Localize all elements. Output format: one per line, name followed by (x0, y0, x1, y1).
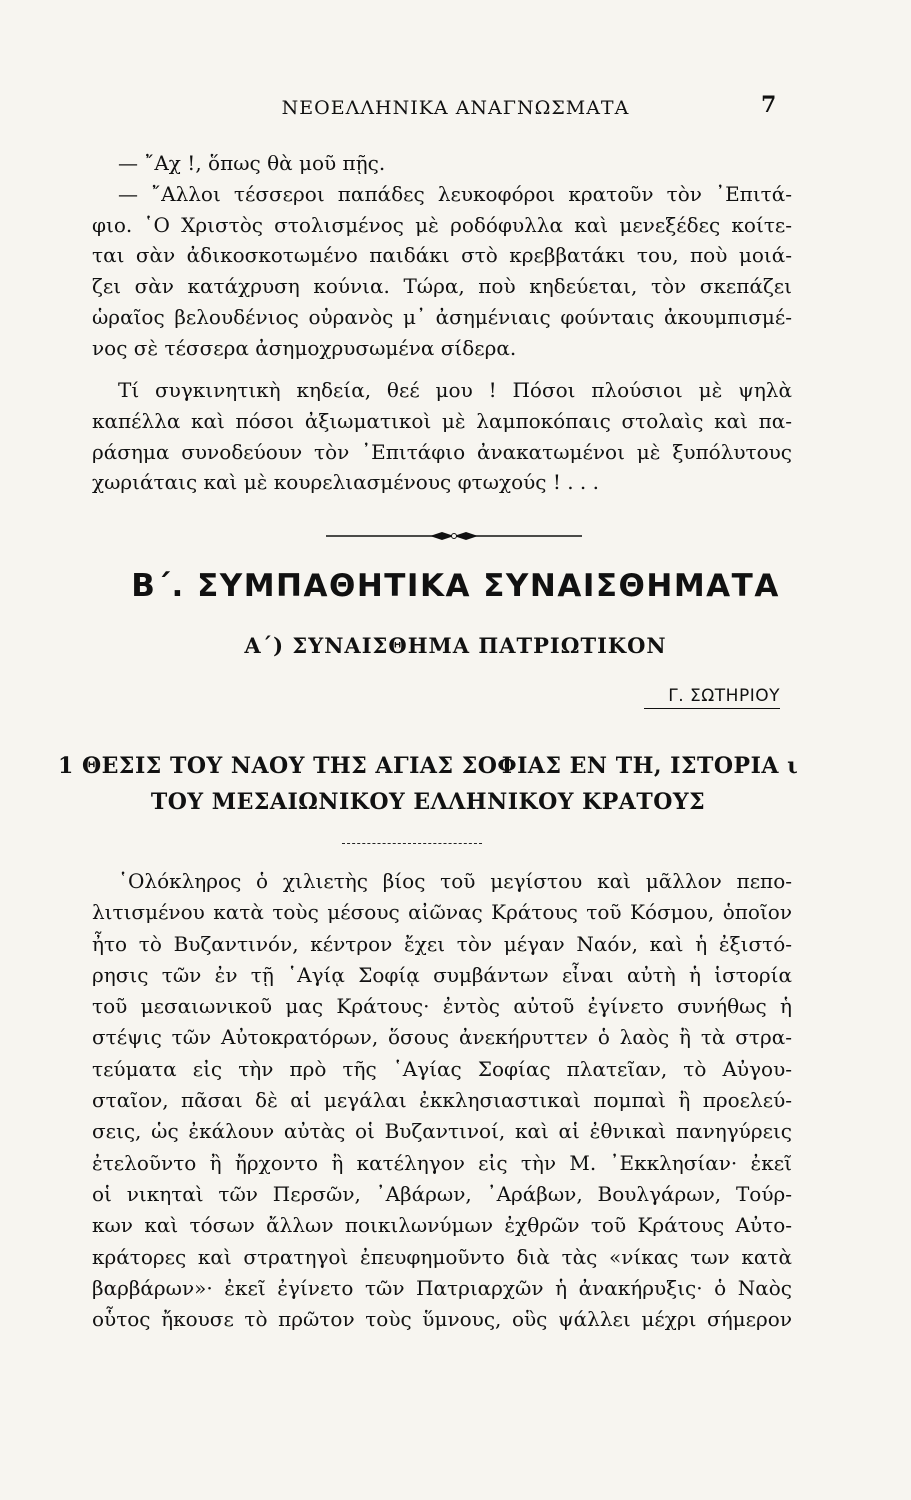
ornamental-divider (326, 530, 582, 542)
author-name: Γ. ΣΩΤΗΡΙΟΥ (668, 686, 780, 706)
text-line: οἱ νικηταὶ τῶν Περσῶν, ᾿Αβάρων, ᾿Αράβων, Βουλγάρων, Τούρ- (92, 1181, 792, 1206)
text-line: τοῦ μεσαιωνικοῦ μας Κράτους· ἐντὸς αὐτοῦ ἐγίνετο συνήθως ἡ (92, 994, 792, 1019)
text-line: βαρβάρων»· ἐκεῖ ἐγίνετο τῶν Πατριαρχῶν ἡ ἀνακήρυξις· ὁ Ναὸς (92, 1275, 792, 1300)
text-line: ῾Ολόκληρος ὁ χιλιετὴς βίος τοῦ μεγίστου καὶ μᾶλλον πεπο- (118, 869, 792, 893)
text-line: φιο. ῾Ο Χριστὸς στολισμένος μὲ ροδόφυλλα καὶ μενεξέδες κοίτε- (92, 212, 792, 237)
text-line: Τί συγκινητικὴ κηδεία, θεέ μου ! Πόσοι πλούσιοι μὲ ψηλὰ (118, 378, 792, 402)
text-line: στέψις τῶν Αὐτοκρατόρων, ὅσους ἀνεκήρυττεν ὁ λαὸς ἢ τὰ στρα- (92, 1025, 792, 1050)
text-line: ράσημα συνοδεύουν τὸν ᾿Επιτάφιο ἀνακατωμένοι μὲ ξυπόλυτους (92, 439, 792, 464)
text-line: κων καὶ τόσων ἄλλων ποικιλωνύμων ἐχθρῶν τοῦ Κράτους Αὐτο- (92, 1213, 792, 1238)
article-body (92, 866, 792, 1335)
text-line: ἐτελοῦντο ἢ ἤρχοντο ἢ κατέληγον εἰς τὴν Μ. ᾿Εκκλησίαν· ἐκεῖ (92, 1150, 792, 1175)
dashed-divider (342, 843, 482, 844)
text-line: ται σὰν ἀδικοσκοτωμένο παιδάκι στὸ κρεββατάκι του, ποὺ μοιά- (92, 243, 792, 268)
article-heading (58, 748, 798, 820)
author-underline (644, 708, 780, 709)
section-title: Β΄. ΣΥΜΠΑΘΗΤΙΚΑ ΣΥΝΑΙΣΘΗΜΑΤΑ (131, 568, 780, 604)
text-line: λιτισμένου κατὰ τοὺς μέσους αἰῶνας Κράτους τοῦ Κόσμου, ὁποῖον (92, 900, 792, 925)
text-line: σταῖον, πᾶσαι δὲ αἱ μεγάλαι ἐκκλησιαστικαὶ πομπαὶ ἢ προελεύ- (92, 1088, 792, 1113)
text-line: ζει σὰν κατάχρυση κούνια. Τώρα, ποὺ κηδεύεται, τὸν σκεπάζει (92, 274, 792, 299)
subsection-title: Α΄) ΣΥΝΑΙΣΘΗΜΑ ΠΑΤΡΙΩΤΙΚΟΝ (244, 633, 667, 658)
text-line: — ῎Αχ !, ὅπως θὰ μοῦ πῇς. (118, 151, 386, 175)
text-line: καπέλλα καὶ πόσοι ἀξιωματικοὶ μὲ λαμποκόπαις στολαὶς καὶ πα- (92, 408, 792, 433)
text-line: τεύματα εἰς τὴν πρὸ τῆς ῾Αγίας Σοφίας πλατεῖαν, τὸ Αὐγου- (92, 1056, 792, 1081)
running-head: ΝΕΟΕΛΛΗΝΙΚΑ ΑΝΑΓΝΩΣΜΑΤΑ (281, 97, 630, 119)
text-line: οὗτος ἤκουσε τὸ πρῶτον τοὺς ὕμνους, οὓς ψάλλει μέχρι σήμερον (92, 1307, 792, 1332)
text-line: ἦτο τὸ Βυζαντινόν, κέντρον ἔχει τὸν μέγαν Ναόν, καὶ ἡ ἐξιστό- (92, 931, 792, 956)
text-line: ρησις τῶν ἐν τῇ ῾Αγίᾳ Σοφίᾳ συμβάντων εἶναι αὐτὴ ἡ ἱστορία (92, 962, 792, 987)
heading-line: 1 ΘΕΣΙΣ ΤΟΥ ΝΑΟΥ ΤΗΣ ΑΓΙΑΣ ΣΟΦΙΑΣ ΕΝ ΤΗ, ΙΣΤΟΡΙΑ ι (58, 753, 799, 779)
text-line: ὡραῖος βελουδένιος οὐρανὸς μ᾿ ἀσημένιαις φούνταις ἀκουμπισμέ- (92, 304, 792, 329)
text-line: — ῎Αλλοι τέσσεροι παπάδες λευκοφόροι κρατοῦν τὸν ᾿Επιτά- (118, 181, 792, 206)
paragraph (92, 375, 792, 498)
text-line: χωριάταις καὶ μὲ κουρελιασμένους φτωχούς ! . . . (92, 470, 600, 495)
text-line: νος σὲ τέσσερα ἀσημοχρυσωμένα σίδερα. (92, 335, 517, 360)
text-line: σεις, ὡς ἐκάλουν αὐτὰς οἱ Βυζαντινοί, καὶ αἱ ἐθνικαὶ πανηγύρεις (92, 1119, 792, 1144)
text-line: κράτορες καὶ στρατηγοὶ ἐπευφημοῦντο διὰ τὰς «νίκας των κατὰ (92, 1244, 792, 1269)
heading-line: ΤΟΥ ΜΕΣΑΙΩΝΙΚΟΥ ΕΛΛΗΝΙΚΟΥ ΚΡΑΤΟΥΣ (150, 789, 706, 815)
page-number: 7 (761, 92, 777, 118)
dialogue-passage (92, 148, 792, 364)
